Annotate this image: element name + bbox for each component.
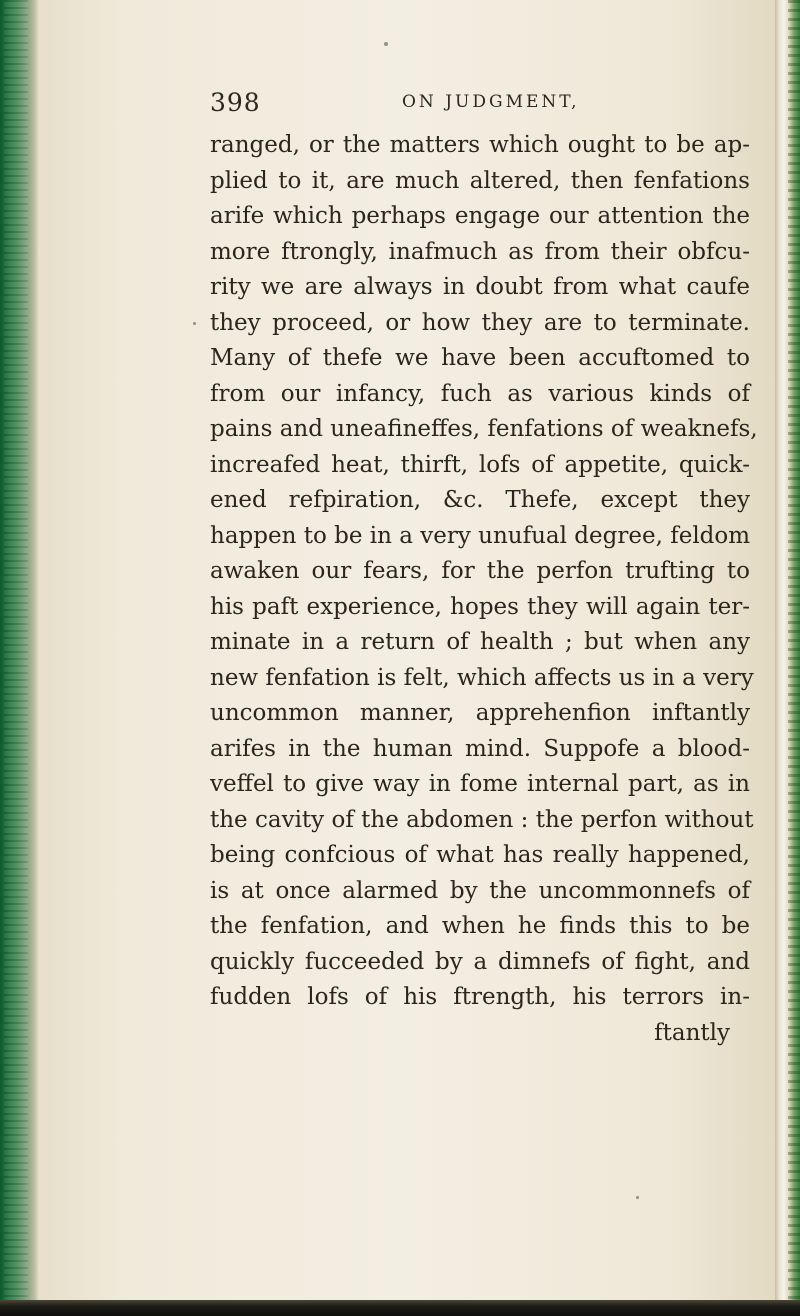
binding-texture: [4, 0, 28, 1316]
body-text: [210, 128, 758, 1051]
text-line: new fenfation is felt, which affects us in a very: [210, 664, 754, 691]
catchword: ftantly: [654, 1019, 730, 1046]
text-line: rity we are always in doubt from what caufe: [210, 274, 750, 300]
ink-speck: [636, 1196, 639, 1199]
text-line: his paft experience, hopes they will again ter-: [210, 593, 750, 620]
fore-edge-texture: [788, 0, 800, 1316]
running-head: ON JUDGMENT,: [402, 92, 580, 112]
text-line: quickly fucceeded by a dimnefs of fight, and: [210, 948, 750, 975]
text-line: arife which perhaps engage our attention the: [210, 203, 750, 229]
text-line: plied to it, are much altered, then fenfations: [210, 167, 750, 194]
page-header: [210, 84, 750, 124]
text-line: they proceed, or how they are to terminate.: [210, 309, 750, 336]
text-line: more ftrongly, inafmuch as from their obfcu-: [210, 238, 750, 265]
text-line: increafed heat, thirft, lofs of appetite, quick-: [210, 451, 750, 478]
text-line: fudden lofs of his ftrength, his terrors in-: [210, 984, 750, 1010]
text-line: is at once alarmed by the uncommonnefs of: [210, 877, 750, 904]
text-line: ranged, or the matters which ought to be ap-: [210, 132, 750, 158]
ink-speck: [193, 322, 196, 325]
page-number: 398: [210, 88, 261, 117]
text-line: happen to be in a very unufual degree, feldom: [210, 522, 751, 549]
text-line: the cavity of the abdomen : the perfon without: [210, 806, 754, 833]
text-line: from our infancy, fuch as various kinds of: [210, 380, 750, 407]
text-line: pains and uneafineffes, fenfations of weaknefs,: [210, 416, 758, 442]
text-line: ened refpiration, &c. Thefe, except they: [210, 487, 750, 513]
page-bottom-edge: [0, 1300, 800, 1316]
text-line: the fenfation, and when he finds this to be: [210, 913, 750, 939]
text-line: awaken our fears, for the perfon trufting to: [210, 558, 750, 584]
text-line: Many of thefe we have been accuftomed to: [210, 345, 750, 371]
ink-speck: [384, 42, 388, 46]
text-line: veffel to give way in fome internal part, as in: [210, 771, 750, 797]
text-line: uncommon manner, apprehenfion inftantly: [210, 700, 750, 726]
text-line: minate in a return of health ; but when any: [210, 629, 750, 655]
text-line: being confcious of what has really happened,: [210, 842, 750, 868]
text-line: arifes in the human mind. Suppofe a blood-: [210, 735, 750, 762]
